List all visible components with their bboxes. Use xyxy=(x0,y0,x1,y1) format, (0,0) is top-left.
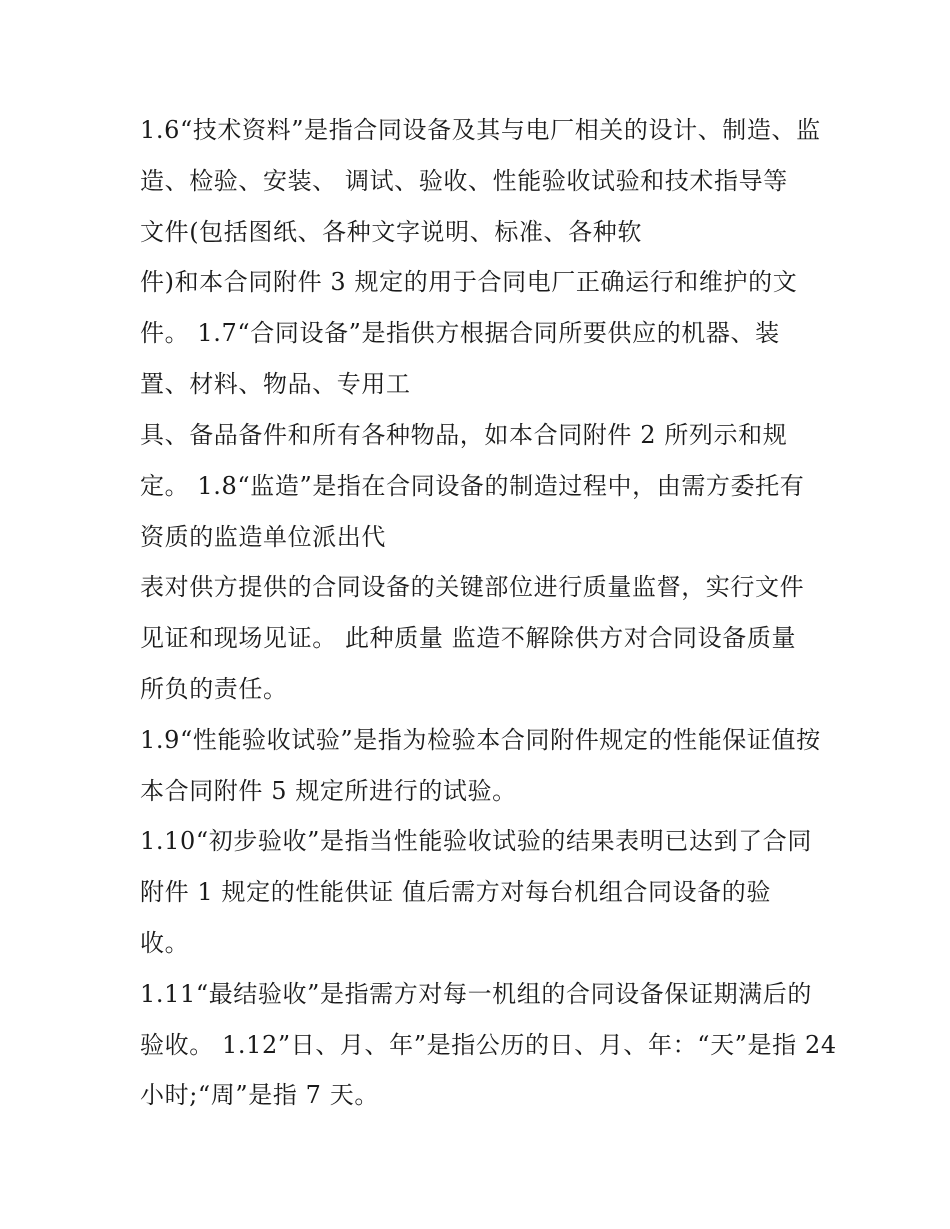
text-line: 1.11“最结验收”是指需方对每一机组的合同设备保证期满后的 xyxy=(140,980,812,1008)
text-line: 验收。 1.12”日、月、年”是指公历的日、月、年：“天”是指 24 xyxy=(140,1031,837,1059)
text-line: 小时;“周”是指 7 天。 xyxy=(140,1081,379,1109)
text-line: 件。 1.7“合同设备”是指供方根据合同所要供应的机器、装 xyxy=(140,319,780,347)
text-line: 件)和本合同附件 3 规定的用于合同电厂正确运行和维护的文 xyxy=(140,268,798,296)
text-line: 文件(包括图纸、各种文字说明、标准、各种软 xyxy=(140,218,642,246)
text-line: 所负的责任。 xyxy=(140,675,288,703)
text-line: 1.6“技术资料”是指合同设备及其与电厂相关的设计、制造、监 xyxy=(140,116,821,144)
text-line: 收。 xyxy=(140,929,190,957)
text-line: 具、备品备件和所有各种物品，如本合同附件 2 所列示和规 xyxy=(140,421,788,449)
text-line: 1.9“性能验收试验”是指为检验本合同附件规定的性能保证值按 xyxy=(140,726,821,754)
text-line: 1.10“初步验收”是指当性能验收试验的结果表明已达到了合同 xyxy=(140,827,812,855)
text-line: 表对供方提供的合同设备的关键部位进行质量监督，实行文件 xyxy=(140,573,805,601)
text-line: 见证和现场见证。 此种质量 监造不解除供方对合同设备质量 xyxy=(140,624,797,652)
text-line: 定。 1.8“监造”是指在合同设备的制造过程中，由需方委托有 xyxy=(140,472,805,500)
text-line: 造、检验、安装、 调试、验收、性能验收试验和技术指导等 xyxy=(140,167,788,195)
text-line: 本合同附件 5 规定所进行的试验。 xyxy=(140,777,517,805)
text-line: 资质的监造单位派出代 xyxy=(140,523,386,551)
text-line: 置、材料、物品、专用工 xyxy=(140,370,411,398)
text-line: 附件 1 规定的性能供证 值后需方对每台机组合同设备的验 xyxy=(140,878,771,906)
